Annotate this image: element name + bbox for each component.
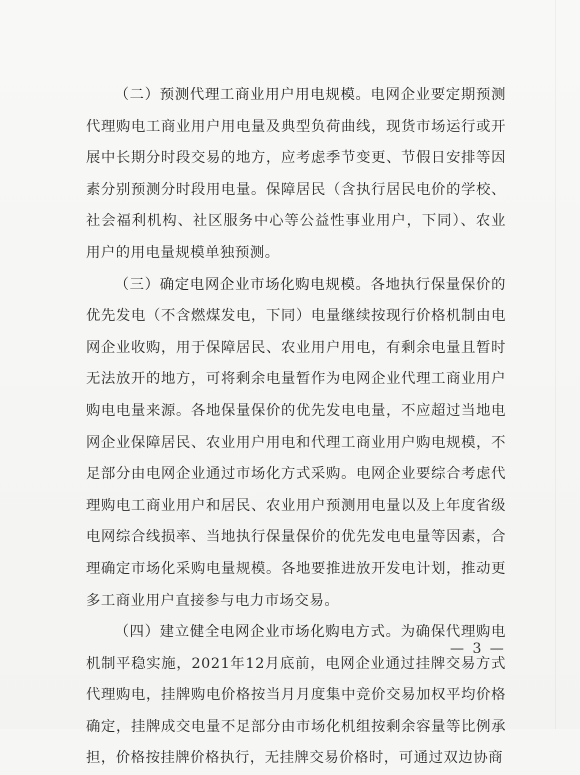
paragraph-heading: （二）预测代理工商业用户用电规模。 [114,87,371,103]
paragraph-purchase-method [86,617,506,775]
paragraph-purchase-scale [86,270,506,618]
document-body [86,80,506,775]
paragraph-heading: （三）确定电网企业市场化购电规模。 [114,276,371,293]
paragraph-heading: （四）建立健全电网企业市场化购电方式。 [114,624,401,641]
paragraph-text: 电网企业要定期预测代理购电工商业用户用电量及典型负荷曲线，现货市场运行或开展中长期分时段交易的地方，应考虑季节变更、节假日安排等因素分别预测分时段用电量。保障居民（含执行居民电价的学校、社会福利机构、社区服务中心等公益性事业用户，下同）、农业用户的用电量规模单独预测。 [86,87,507,261]
paragraph-text: 为确保代理购电机制平稳实施，2021年12月底前，电网企业通过挂牌交易方式代理购电，挂牌购电价格按当月月度集中竞价交易加权平均价格确定，挂牌成交电量不足部分由市场化机组按剩余容量等比例承担，价格按挂牌价格执行，无挂牌交易价格时，可通过双边协商 [86,624,506,767]
page-edge-shadow [555,0,556,729]
paragraph-forecast-usage [86,80,506,270]
paragraph-text: 各地执行保量保价的优先发电（不含燃煤发电，下同）电量继续按现行价格机制由电网企业收购，用于保障居民、农业用户用电，有剩余电量且暂时无法放开的地方，可将剩余电量暂作为电网企业代理工商业用户购电电量来源。各地保量保价的优先发电电量，不应超过当地电网企业保障居民、农业用户用电和代理工商业用户购电规模，不足部分由电网企业通过市场化方式采购。电网企业要综合考虑代理购电工商业用户和居民、农业用户预测用电量以及上年度省级电网综合线损率、当地执行保量保价的优先发电电量等因素，合理确定市场化采购电量规模。各地要推进放开发电计划，推动更多工商业用户直接参与电力市场交易。 [86,276,507,609]
page-number: — 3 — [450,641,506,657]
